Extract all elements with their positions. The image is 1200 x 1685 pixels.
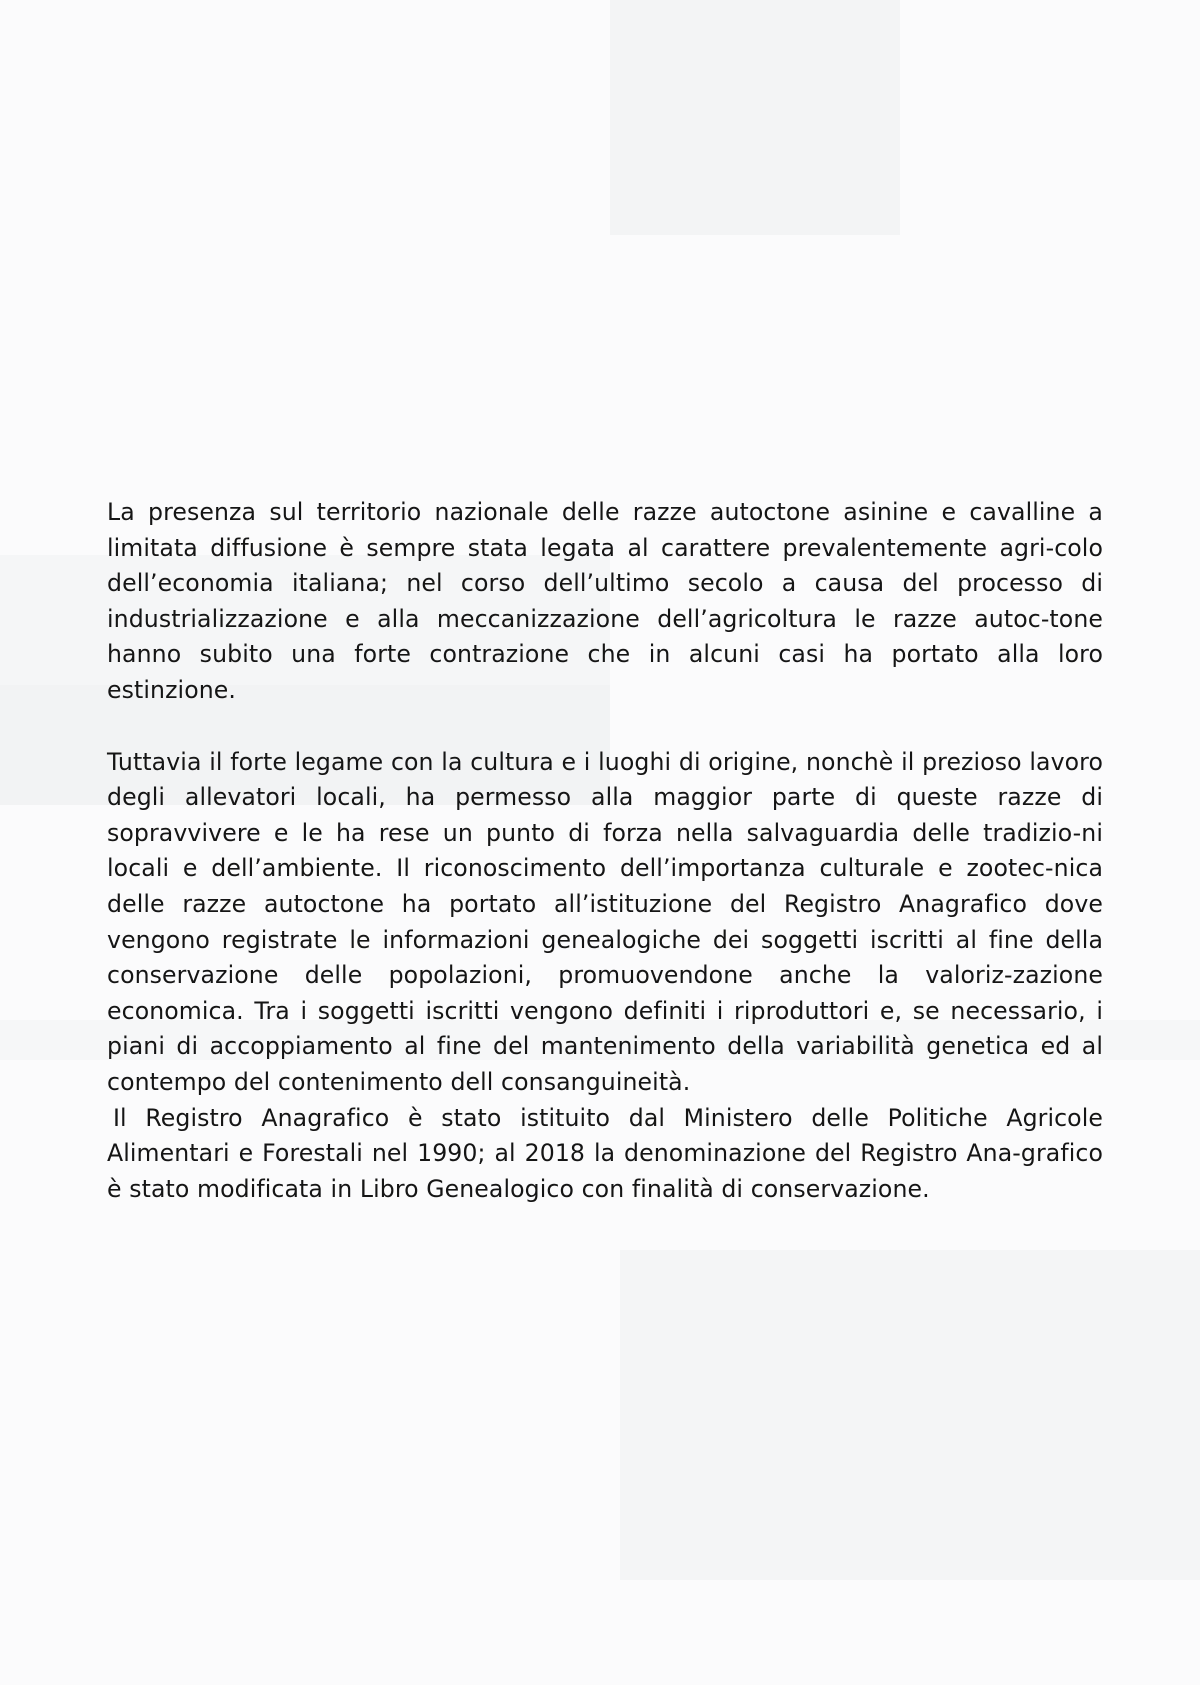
paragraph-intro: La presenza sul territorio nazionale delle razze autoctone asinine e cavalline a limitata diffusione è sempre stata legata al carattere prevalentemente agri-colo dell’economia italiana; nel corso dell’ultimo secolo a causa del processo di industrializzazione e alla meccanizzazione dell’agricoltura le razze autoc-tone hanno subito una forte contrazione che in alcuni casi ha portato alla loro estinzione. <box>107 498 1103 704</box>
paragraph-registry-history: Tuttavia il forte legame con la cultura e i luoghi di origine, nonchè il prezioso lavoro degli allevatori locali, ha permesso alla maggior parte di queste razze di sopravvivere e le ha rese un punto di forza nella salvaguardia delle tradizio-ni locali e dell’ambiente. Il riconoscimento dell’importanza culturale e zootec-nica delle razze autoctone ha portato all’istituzione del Registro Anagrafico dove vengono registrate le informazioni genealogiche dei soggetti iscritti al fine della conservazione delle popolazioni, promuovendone anche la valoriz-zazione economica. Tra i soggetti iscritti vengono definiti i riproduttori e, se necessario, i piani di accoppiamento al fine del mantenimento della variabilità genetica ed al contempo del contenimento dell consanguineità. <box>107 747 1103 1096</box>
background-shade <box>620 1250 1200 1580</box>
paragraph-registry-institution: Il Registro Anagrafico è stato istituito dal Ministero delle Politiche Agricole Alimentari e Forestali nel 1990; al 2018 la denominazione del Registro Ana-grafico è stato modificata in Libro Genealogico con finalità di conservazione. <box>107 1103 1103 1203</box>
background-shade <box>610 0 900 235</box>
page-body <box>107 495 1103 1207</box>
